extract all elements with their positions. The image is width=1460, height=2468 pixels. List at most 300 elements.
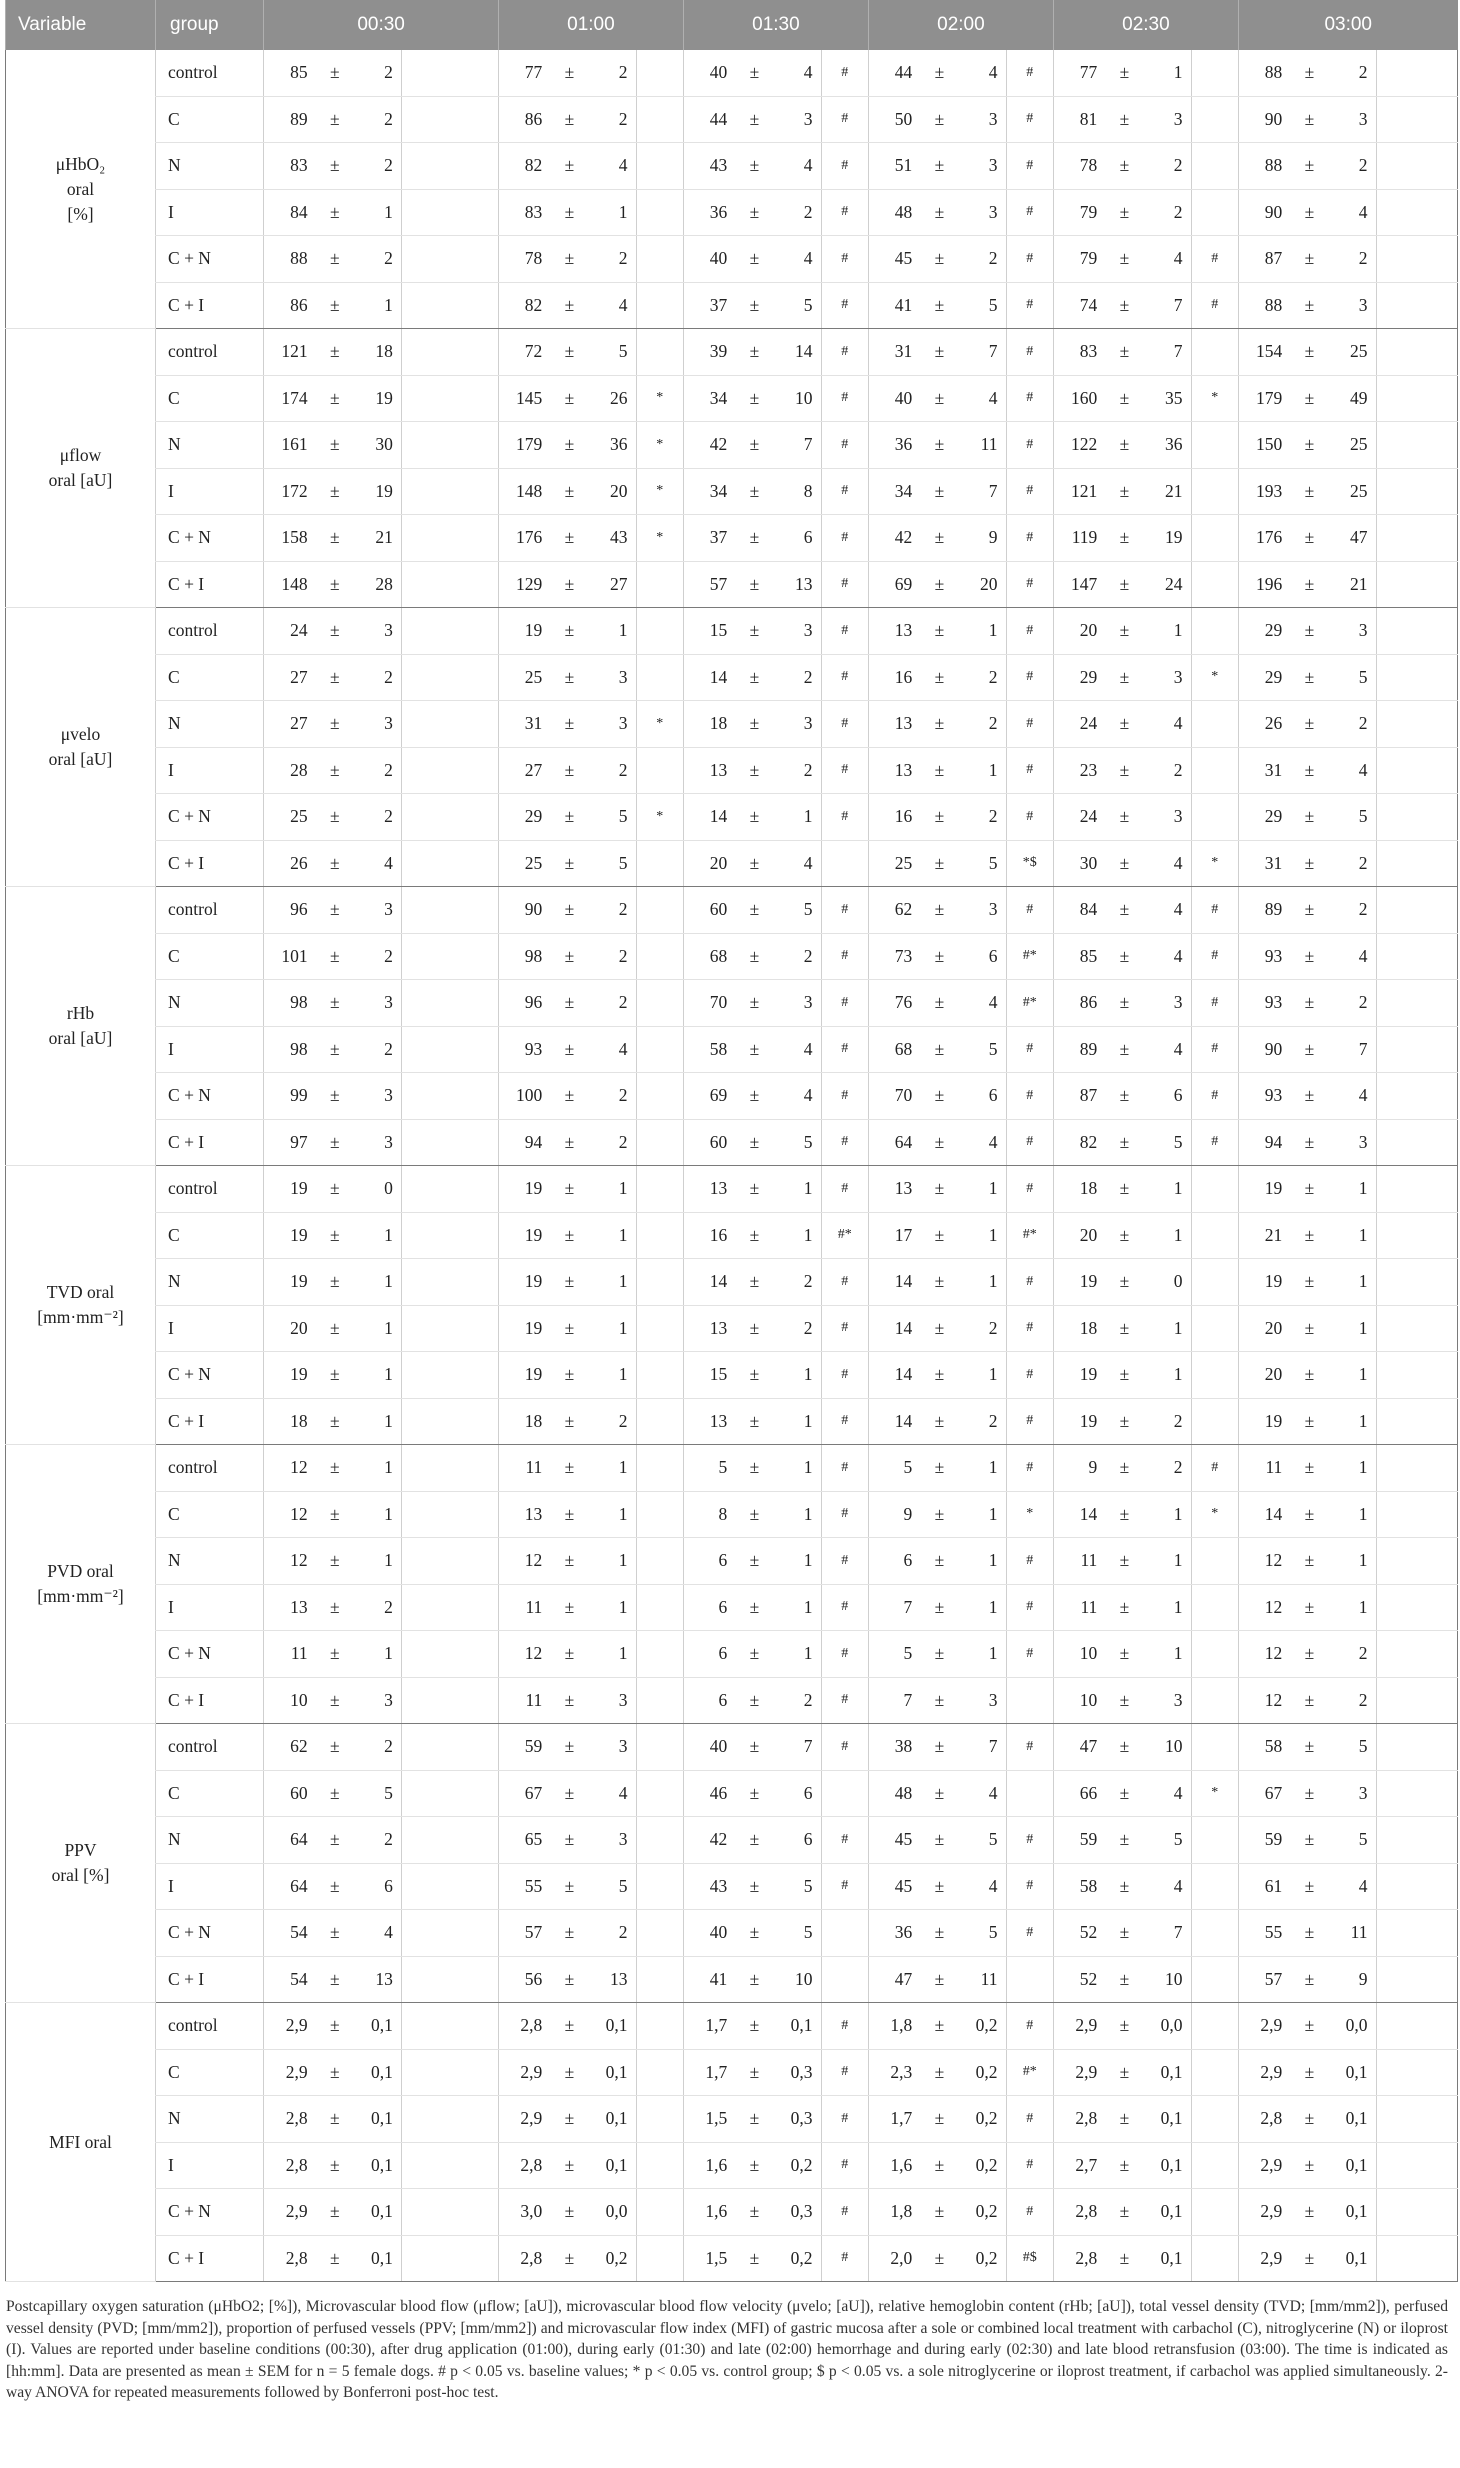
significance-flag: # [1006, 50, 1053, 96]
group-cell: I [156, 1026, 264, 1073]
sem-value: 1 [589, 608, 636, 655]
mean-value: 31 [868, 329, 920, 376]
mean-value: 19 [264, 1212, 316, 1259]
plus-minus: ± [550, 1259, 588, 1306]
plus-minus: ± [735, 329, 773, 376]
sem-value: 2 [1144, 143, 1191, 190]
mean-value: 74 [1053, 282, 1105, 329]
plus-minus: ± [316, 1305, 354, 1352]
plus-minus: ± [1290, 1491, 1328, 1538]
plus-minus: ± [1105, 1956, 1143, 2003]
mean-value: 2,8 [1238, 2096, 1290, 2143]
plus-minus: ± [316, 515, 354, 562]
group-cell: N [156, 1538, 264, 1585]
significance-flag: # [821, 654, 868, 701]
significance-flag [1376, 840, 1458, 887]
plus-minus: ± [1105, 189, 1143, 236]
plus-minus: ± [316, 2049, 354, 2096]
sem-value: 0,1 [354, 2235, 401, 2282]
table-row [6, 422, 1458, 469]
sem-value: 4 [589, 282, 636, 329]
mean-value: 76 [868, 980, 920, 1027]
significance-flag: # [821, 2235, 868, 2282]
sem-value: 2 [354, 654, 401, 701]
significance-flag [636, 50, 683, 96]
significance-flag [636, 1677, 683, 1724]
mean-value: 19 [264, 1166, 316, 1213]
significance-flag: # [1191, 1445, 1238, 1492]
plus-minus: ± [316, 1910, 354, 1957]
mean-value: 121 [1053, 468, 1105, 515]
sem-value: 1 [959, 1166, 1006, 1213]
mean-value: 6 [683, 1538, 735, 1585]
group-cell: C + N [156, 515, 264, 562]
plus-minus: ± [550, 1445, 588, 1492]
mean-value: 12 [1238, 1677, 1290, 1724]
plus-minus: ± [550, 468, 588, 515]
mean-value: 94 [1238, 1119, 1290, 1166]
plus-minus: ± [316, 1956, 354, 2003]
table-row [6, 887, 1458, 934]
mean-value: 37 [683, 282, 735, 329]
significance-flag [1191, 189, 1238, 236]
sem-value: 6 [774, 515, 821, 562]
group-cell: I [156, 1305, 264, 1352]
sem-value: 5 [589, 840, 636, 887]
sem-value: 1 [959, 1212, 1006, 1259]
plus-minus: ± [550, 1910, 588, 1957]
sem-value: 11 [959, 422, 1006, 469]
plus-minus: ± [1105, 2049, 1143, 2096]
sem-value: 0,3 [774, 2096, 821, 2143]
plus-minus: ± [1105, 1491, 1143, 1538]
significance-flag: * [636, 375, 683, 422]
plus-minus: ± [316, 468, 354, 515]
significance-flag: # [1006, 143, 1053, 190]
plus-minus: ± [1290, 2096, 1328, 2143]
plus-minus: ± [1105, 747, 1143, 794]
variable-cell [6, 887, 156, 1166]
sem-value: 3 [1144, 654, 1191, 701]
plus-minus: ± [920, 2235, 958, 2282]
plus-minus: ± [735, 1073, 773, 1120]
sem-value: 28 [354, 561, 401, 608]
significance-flag [636, 608, 683, 655]
group-cell: C + I [156, 1956, 264, 2003]
plus-minus: ± [1290, 887, 1328, 934]
significance-flag [1376, 2096, 1458, 2143]
significance-flag [1376, 1166, 1458, 1213]
variable-cell [6, 1166, 156, 1445]
plus-minus: ± [1290, 236, 1328, 283]
significance-flag [1191, 329, 1238, 376]
plus-minus: ± [735, 2096, 773, 2143]
plus-minus: ± [1105, 840, 1143, 887]
significance-flag [401, 96, 498, 143]
sem-value: 5 [1329, 1817, 1376, 1864]
plus-minus: ± [735, 96, 773, 143]
sem-value: 35 [1144, 375, 1191, 422]
mean-value: 88 [1238, 143, 1290, 190]
sem-value: 2 [354, 50, 401, 96]
variable-label-line: rHb [66, 1003, 95, 1023]
group-cell: C [156, 1770, 264, 1817]
group-cell: C [156, 375, 264, 422]
sem-value: 3 [959, 143, 1006, 190]
plus-minus: ± [1290, 701, 1328, 748]
plus-minus: ± [316, 1770, 354, 1817]
plus-minus: ± [316, 2003, 354, 2050]
mean-value: 44 [683, 96, 735, 143]
plus-minus: ± [550, 1166, 588, 1213]
sem-value: 13 [354, 1956, 401, 2003]
mean-value: 14 [868, 1398, 920, 1445]
header-row [6, 0, 1458, 50]
table-row [6, 1352, 1458, 1399]
sem-value: 5 [959, 1026, 1006, 1073]
sem-value: 5 [1144, 1817, 1191, 1864]
variable-label-line: MFI oral [49, 2131, 112, 2152]
table-row [6, 2142, 1458, 2189]
mean-value: 89 [1053, 1026, 1105, 1073]
mean-value: 1,5 [683, 2096, 735, 2143]
plus-minus: ± [735, 2003, 773, 2050]
sem-value: 25 [1329, 329, 1376, 376]
sem-value: 1 [1329, 1398, 1376, 1445]
plus-minus: ± [550, 2189, 588, 2236]
plus-minus: ± [316, 1259, 354, 1306]
sem-value: 5 [774, 1119, 821, 1166]
plus-minus: ± [735, 608, 773, 655]
significance-flag [401, 1166, 498, 1213]
plus-minus: ± [1105, 2003, 1143, 2050]
sem-value: 0,1 [589, 2003, 636, 2050]
significance-flag [636, 1352, 683, 1399]
mean-value: 34 [868, 468, 920, 515]
plus-minus: ± [1105, 1212, 1143, 1259]
sem-value: 0,0 [589, 2189, 636, 2236]
mean-value: 42 [683, 422, 735, 469]
mean-value: 1,6 [868, 2142, 920, 2189]
plus-minus: ± [920, 189, 958, 236]
mean-value: 18 [264, 1398, 316, 1445]
significance-flag [1376, 2142, 1458, 2189]
mean-value: 7 [868, 1584, 920, 1631]
sem-value: 26 [589, 375, 636, 422]
significance-flag [401, 1073, 498, 1120]
mean-value: 19 [1238, 1398, 1290, 1445]
plus-minus: ± [316, 1073, 354, 1120]
sem-value: 4 [774, 840, 821, 887]
significance-flag [1191, 468, 1238, 515]
sem-value: 7 [774, 422, 821, 469]
sem-value: 49 [1329, 375, 1376, 422]
significance-flag [1191, 2003, 1238, 2050]
mean-value: 50 [868, 96, 920, 143]
significance-flag [1376, 1119, 1458, 1166]
sem-value: 1 [774, 1631, 821, 1678]
plus-minus: ± [1290, 1445, 1328, 1492]
significance-flag [636, 2235, 683, 2282]
significance-flag [636, 1212, 683, 1259]
significance-flag [1376, 2003, 1458, 2050]
significance-flag: # [821, 887, 868, 934]
mean-value: 34 [683, 375, 735, 422]
sem-value: 1 [774, 1538, 821, 1585]
sem-value: 1 [774, 1166, 821, 1213]
sem-value: 3 [354, 701, 401, 748]
sem-value: 5 [354, 1770, 401, 1817]
sem-value: 1 [354, 1305, 401, 1352]
sem-value: 2 [589, 887, 636, 934]
sem-value: 5 [589, 794, 636, 841]
plus-minus: ± [920, 1398, 958, 1445]
mean-value: 160 [1053, 375, 1105, 422]
mean-value: 24 [1053, 701, 1105, 748]
sem-value: 4 [1144, 840, 1191, 887]
plus-minus: ± [316, 236, 354, 283]
plus-minus: ± [1290, 608, 1328, 655]
mean-value: 36 [683, 189, 735, 236]
plus-minus: ± [920, 2142, 958, 2189]
sem-value: 2 [354, 794, 401, 841]
mean-value: 64 [264, 1817, 316, 1864]
mean-value: 9 [868, 1491, 920, 1538]
plus-minus: ± [550, 1119, 588, 1166]
significance-flag [1006, 1770, 1053, 1817]
sem-value: 4 [1329, 747, 1376, 794]
significance-flag: # [821, 1538, 868, 1585]
mean-value: 20 [1053, 1212, 1105, 1259]
sem-value: 2 [959, 654, 1006, 701]
mean-value: 25 [498, 840, 550, 887]
variable-label-line: [mm·mm⁻²] [37, 1586, 124, 1606]
table-row [6, 654, 1458, 701]
plus-minus: ± [1290, 2189, 1328, 2236]
header-time: 02:30 [1053, 0, 1238, 50]
mean-value: 154 [1238, 329, 1290, 376]
sem-value: 5 [1329, 1724, 1376, 1771]
mean-value: 81 [1053, 96, 1105, 143]
plus-minus: ± [316, 422, 354, 469]
sem-value: 27 [589, 561, 636, 608]
significance-flag [1191, 1863, 1238, 1910]
plus-minus: ± [920, 980, 958, 1027]
significance-flag: # [1006, 2096, 1053, 2143]
mean-value: 1,8 [868, 2003, 920, 2050]
plus-minus: ± [1290, 1305, 1328, 1352]
mean-value: 45 [868, 236, 920, 283]
significance-flag [401, 1212, 498, 1259]
mean-value: 57 [1238, 1956, 1290, 2003]
plus-minus: ± [316, 1724, 354, 1771]
sem-value: 2 [589, 236, 636, 283]
significance-flag [401, 329, 498, 376]
significance-flag [636, 1073, 683, 1120]
header-time: 01:30 [683, 0, 868, 50]
plus-minus: ± [1105, 422, 1143, 469]
plus-minus: ± [920, 887, 958, 934]
mean-value: 90 [1238, 189, 1290, 236]
sem-value: 3 [354, 1677, 401, 1724]
sem-value: 25 [1329, 422, 1376, 469]
plus-minus: ± [550, 1770, 588, 1817]
sem-value: 0,1 [774, 2003, 821, 2050]
sem-value: 3 [1144, 794, 1191, 841]
mean-value: 85 [264, 50, 316, 96]
mean-value: 179 [498, 422, 550, 469]
mean-value: 26 [1238, 701, 1290, 748]
sem-value: 10 [1144, 1724, 1191, 1771]
significance-flag [636, 143, 683, 190]
group-cell: control [156, 1445, 264, 1492]
plus-minus: ± [735, 1770, 773, 1817]
mean-value: 11 [1053, 1584, 1105, 1631]
significance-flag [401, 794, 498, 841]
plus-minus: ± [920, 1910, 958, 1957]
mean-value: 13 [868, 701, 920, 748]
significance-flag: # [821, 1119, 868, 1166]
plus-minus: ± [316, 1817, 354, 1864]
significance-flag [401, 747, 498, 794]
plus-minus: ± [316, 2235, 354, 2282]
sem-value: 0,1 [589, 2142, 636, 2189]
sem-value: 3 [1144, 96, 1191, 143]
group-cell: C + I [156, 2235, 264, 2282]
sem-value: 2 [774, 654, 821, 701]
sem-value: 0,1 [1329, 2142, 1376, 2189]
mean-value: 29 [1053, 654, 1105, 701]
sem-value: 3 [774, 701, 821, 748]
significance-flag [1191, 515, 1238, 562]
mean-value: 42 [683, 1817, 735, 1864]
sem-value: 1 [1144, 608, 1191, 655]
sem-value: 1 [589, 1445, 636, 1492]
sem-value: 1 [959, 1445, 1006, 1492]
plus-minus: ± [316, 561, 354, 608]
group-cell: control [156, 2003, 264, 2050]
mean-value: 179 [1238, 375, 1290, 422]
significance-flag [401, 2096, 498, 2143]
sem-value: 0,1 [1329, 2235, 1376, 2282]
plus-minus: ± [1290, 143, 1328, 190]
mean-value: 82 [498, 282, 550, 329]
plus-minus: ± [735, 189, 773, 236]
sem-value: 0,0 [1144, 2003, 1191, 2050]
mean-value: 90 [1238, 96, 1290, 143]
mean-value: 18 [498, 1398, 550, 1445]
group-cell: N [156, 1817, 264, 1864]
sem-value: 1 [354, 1631, 401, 1678]
mean-value: 25 [498, 654, 550, 701]
mean-value: 44 [868, 50, 920, 96]
mean-value: 19 [1053, 1352, 1105, 1399]
significance-flag [636, 1445, 683, 1492]
mean-value: 79 [1053, 189, 1105, 236]
header-time: 00:30 [264, 0, 499, 50]
significance-flag: # [1191, 933, 1238, 980]
mean-value: 64 [264, 1863, 316, 1910]
sem-value: 5 [774, 1910, 821, 1957]
sem-value: 3 [774, 980, 821, 1027]
mean-value: 39 [683, 329, 735, 376]
significance-flag [636, 2142, 683, 2189]
mean-value: 17 [868, 1212, 920, 1259]
significance-flag: # [821, 422, 868, 469]
sem-value: 0,1 [354, 2142, 401, 2189]
significance-flag: # [821, 2189, 868, 2236]
plus-minus: ± [735, 561, 773, 608]
significance-flag: *$ [1006, 840, 1053, 887]
plus-minus: ± [550, 2096, 588, 2143]
significance-flag [1376, 1817, 1458, 1864]
significance-flag: # [1191, 282, 1238, 329]
mean-value: 10 [1053, 1631, 1105, 1678]
plus-minus: ± [550, 1724, 588, 1771]
mean-value: 13 [868, 747, 920, 794]
significance-flag [636, 1026, 683, 1073]
mean-value: 19 [498, 1305, 550, 1352]
plus-minus: ± [550, 654, 588, 701]
mean-value: 11 [1238, 1445, 1290, 1492]
mean-value: 93 [1238, 980, 1290, 1027]
plus-minus: ± [920, 2003, 958, 2050]
plus-minus: ± [1105, 561, 1143, 608]
mean-value: 18 [683, 701, 735, 748]
mean-value: 41 [683, 1956, 735, 2003]
mean-value: 58 [683, 1026, 735, 1073]
mean-value: 176 [1238, 515, 1290, 562]
significance-flag: # [1191, 1026, 1238, 1073]
sem-value: 4 [354, 840, 401, 887]
mean-value: 148 [498, 468, 550, 515]
significance-flag [401, 143, 498, 190]
mean-value: 59 [1238, 1817, 1290, 1864]
mean-value: 29 [1238, 794, 1290, 841]
sem-value: 0,1 [354, 2189, 401, 2236]
plus-minus: ± [1105, 2142, 1143, 2189]
sem-value: 43 [589, 515, 636, 562]
sem-value: 2 [589, 933, 636, 980]
mean-value: 12 [498, 1631, 550, 1678]
variable-label-line: μflow [59, 445, 102, 465]
significance-flag [1376, 282, 1458, 329]
plus-minus: ± [550, 1817, 588, 1864]
significance-flag [401, 701, 498, 748]
plus-minus: ± [735, 1212, 773, 1259]
sem-value: 2 [1329, 143, 1376, 190]
plus-minus: ± [735, 375, 773, 422]
header-variable: Variable [6, 0, 156, 50]
sem-value: 7 [959, 329, 1006, 376]
plus-minus: ± [1105, 468, 1143, 515]
plus-minus: ± [920, 50, 958, 96]
significance-flag [1376, 1863, 1458, 1910]
plus-minus: ± [1105, 1538, 1143, 1585]
plus-minus: ± [1290, 2235, 1328, 2282]
group-cell: C [156, 96, 264, 143]
significance-flag [1191, 1398, 1238, 1445]
sem-value: 0,1 [1329, 2096, 1376, 2143]
group-cell: N [156, 1259, 264, 1306]
significance-flag [401, 422, 498, 469]
sem-value: 2 [774, 1677, 821, 1724]
mean-value: 70 [868, 1073, 920, 1120]
sem-value: 1 [589, 1259, 636, 1306]
group-cell: N [156, 422, 264, 469]
plus-minus: ± [1105, 1677, 1143, 1724]
plus-minus: ± [920, 1026, 958, 1073]
